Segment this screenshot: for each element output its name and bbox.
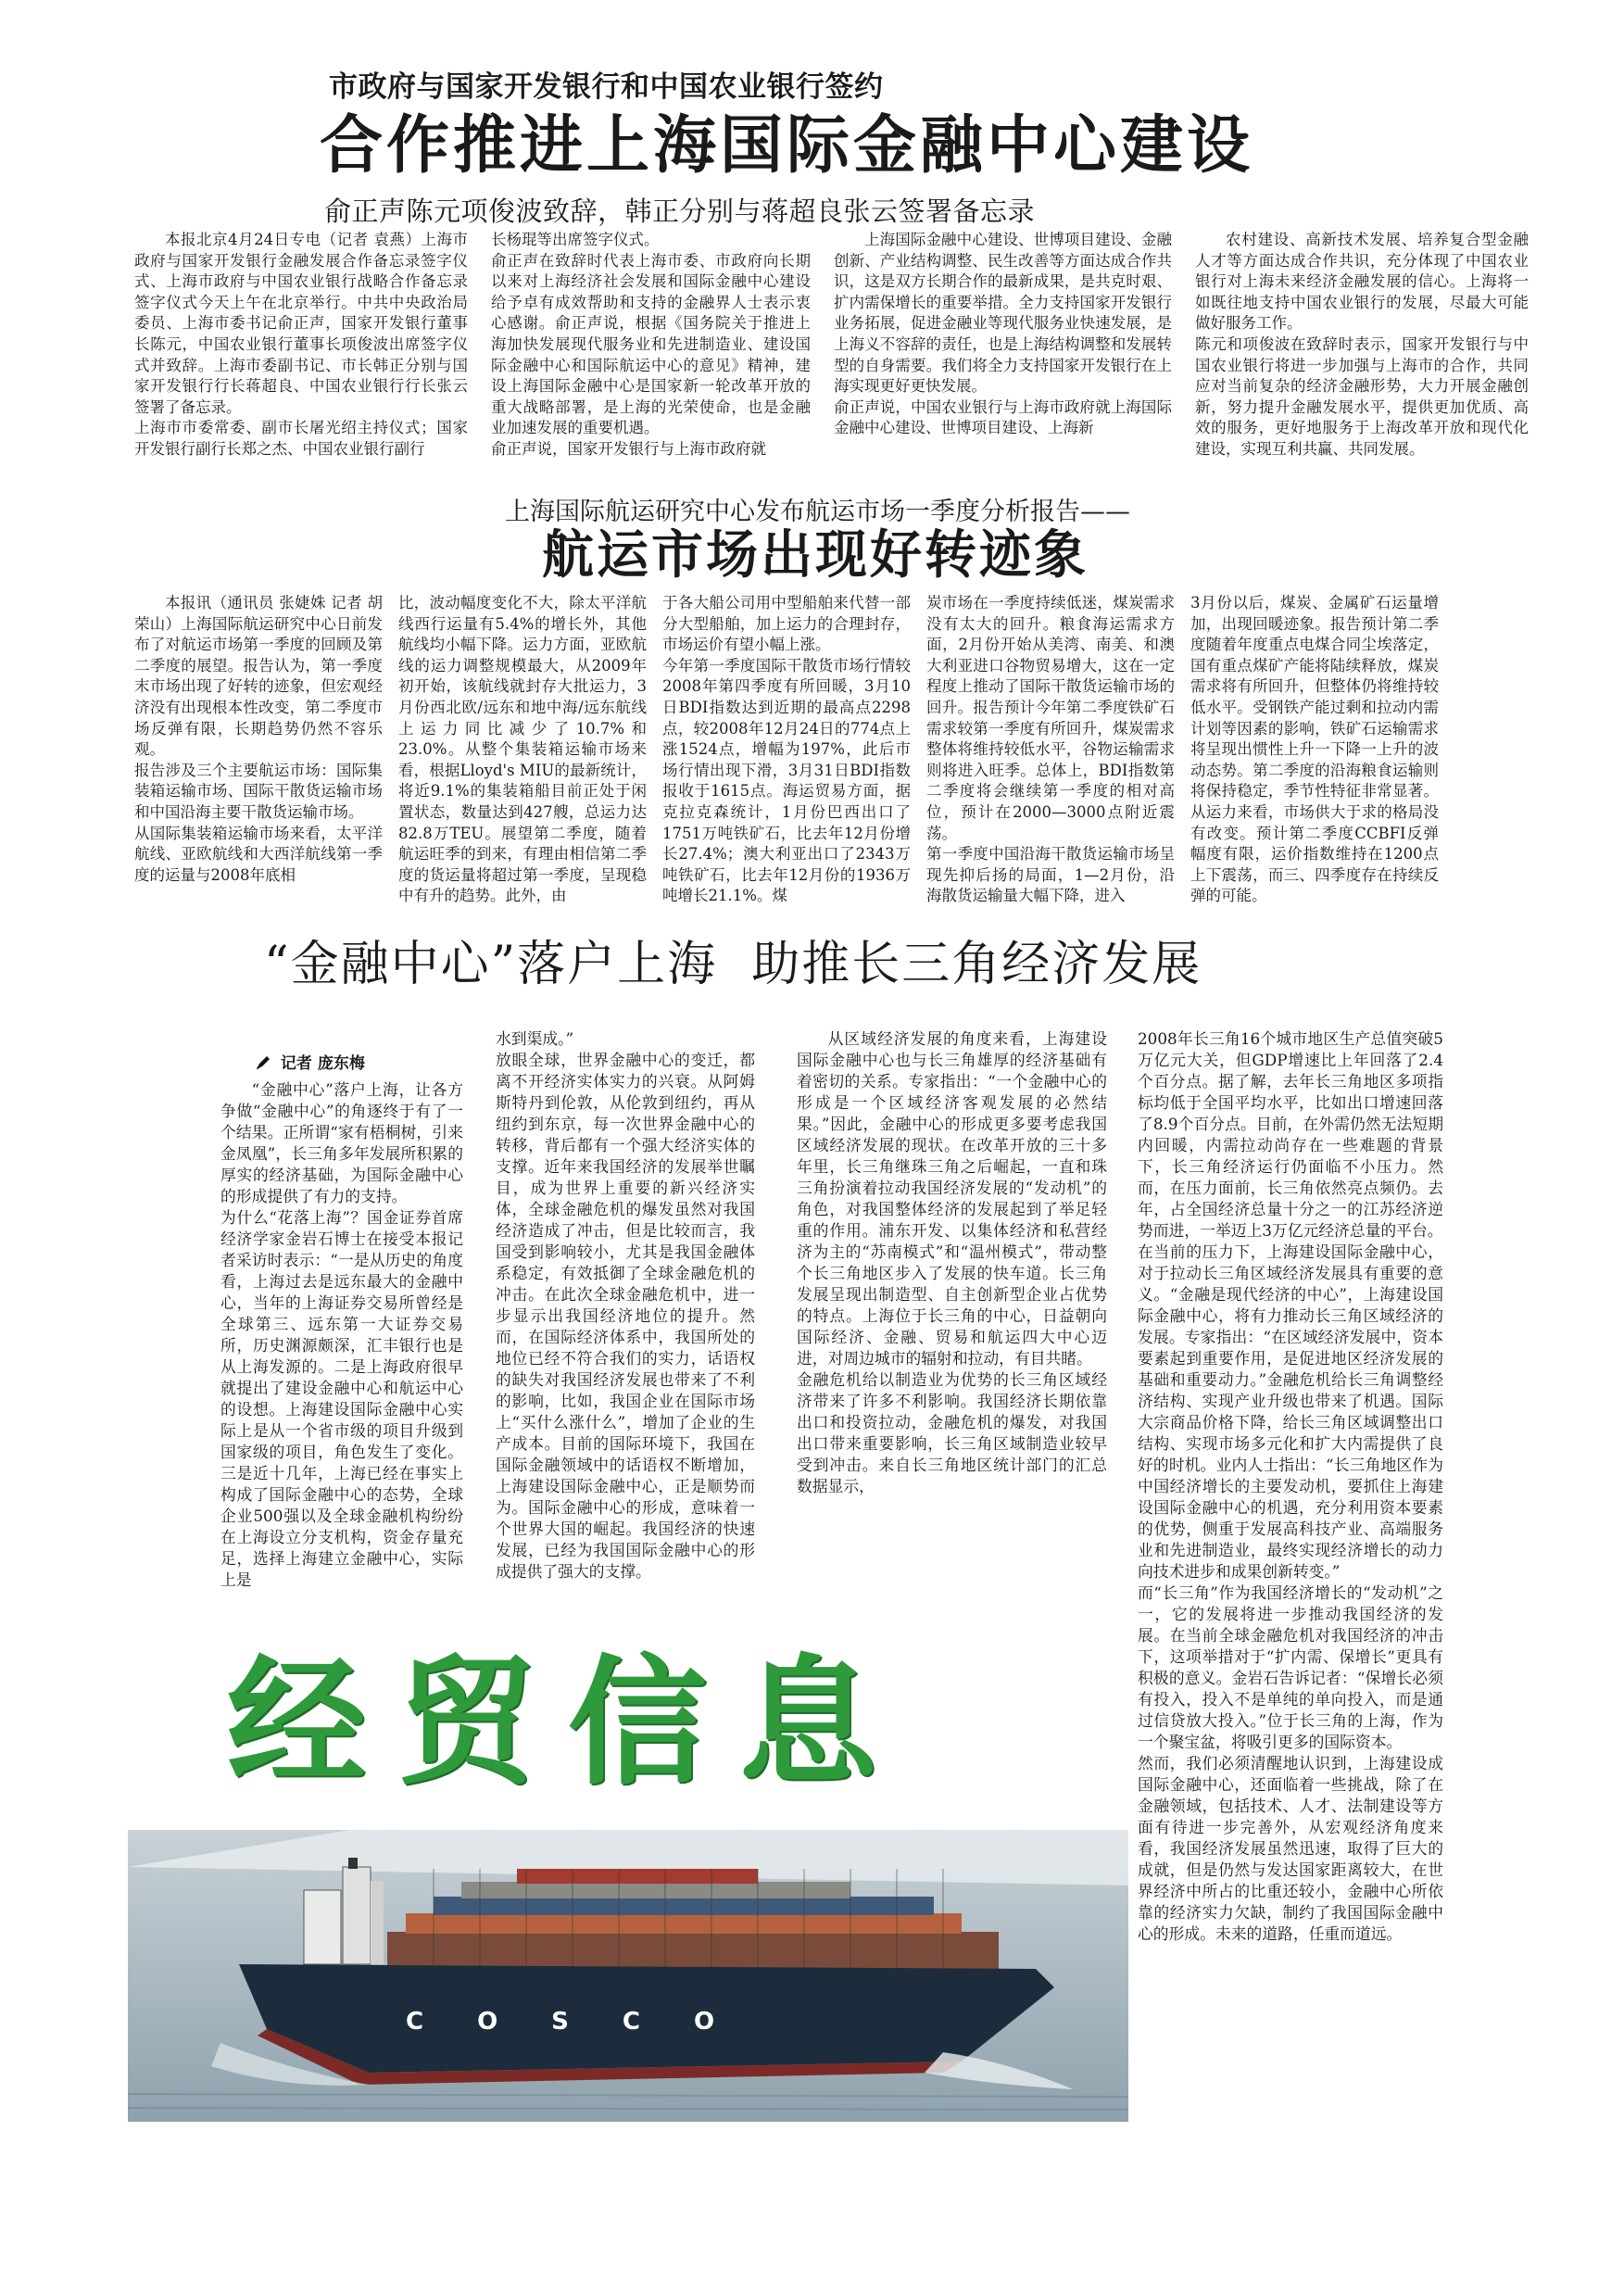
article1-kicker: 市政府与国家开发银行和中国农业银行签约 [329, 70, 884, 104]
container-ship-illustration [128, 1830, 1128, 2122]
article2-col-4 [926, 593, 1175, 904]
article1-col-3-text: 上海国际金融中心建设、世博项目建设、金融创新、产业结构调整、民生改善等方面达成合作共识，这是双方长期合作的最新成果，是共克时艰、扩内需保增长的重要举措。全力支持国家开发银行业务拓展，促进金融业等现代服务业快速发展，是上海义不容辞的责任，也是上海结构调整和发展转型的自身需要。我们将全力支持国家开发银行在上海实现更好更快发展。 俞正声说，中国农业银行与上海市政府就上海国际金融中心建设、世博项目建设、上海新 [834, 231, 1172, 437]
ship-photo [128, 1830, 1128, 2122]
article1-col-1-text: 本报北京4月24日专电（记者 袁燕）上海市政府与国家开发银行金融发展合作备忘录签字仪式、上海市政府与中国农业银行战略合作备忘录签字仪式今天上午在北京举行。中共中央政治局委员、上海市委书记俞正声，国家开发银行董事长陈元，中国农业银行董事长项俊波出席签字仪式并致辞。上海市委副书记、市长韩正分别与国家开发银行行长蒋超良、中国农业银行行长张云签署了备忘录。 上海市市委常委、副市长屠光绍主持仪式；国家开发银行副行长郑之杰、中国农业银行副行 [134, 231, 468, 458]
article3-col-3-text: 从区域经济发展的角度来看，上海建设国际金融中心也与长三角雄厚的经济基础有着密切的关系。专家指出：“一个金融中心的形成是一个区域经济客观发展的必然结果。”因此，金融中心的形成更多要考虑我国区域经济发展的现状。在改革开放的三十多年里，长三角继珠三角之后崛起，一直和珠三角扮演着拉动我国经济发展的“发动机”的角色，对我国整体经济的发展起到了举足轻重的作用。浦东开发、以集体经济和私营经济为主的“苏南模式”和“温州模式”，带动整个长三角地区步入了发展的快车道。长三角发展呈现出制造型、自主创新型企业占优势的特点。上海位于长三角的中心，日益朝向国际经济、金融、贸易和航运四大中心迈进，对周边城市的辐射和拉动，有目共睹。 金融危机给以制造业为优势的长三角区域经济带来了许多不利影响。我国经济长期依靠出口和投资拉动，金融危机的爆发，对我国出口带来重要影响，长三角区域制造业较早受到冲击。来自长三角地区统计部门的汇总数据显示， [797, 1029, 1107, 1495]
article2-kicker: 上海国际航运研究中心发布航运市场一季度分析报告—— [505, 498, 1130, 526]
article2-col-5-text: 3月份以后，煤炭、金属矿石运量增加，出现回暖迹象。报告预计第二季度随着年度重点电煤合同尘埃落定，国有重点煤矿产能将陆续释放，煤炭需求将有所回升，但整体仍将维持较低水平。受钢铁产能过剩和拉动内需计划等因素的影响，铁矿石运输需求将呈现出惯性上升一下降一上升的波动态势。第二季度的沿海粮食运输则将保持稳定，季节性特征非常显著。从运力来看，市场供大于求的格局没有改变。预计第二季度CCBFI反弹幅度有限，运价指数维持在1200点上下震荡，而三、四季度存在持续反弹的可能。 [1190, 594, 1439, 904]
article2-col-1-text: 本报讯（通讯员 张婕姝 记者 胡荣山）上海国际航运研究中心日前发布了对航运市场第一季度的回顾及第二季度的展望。报告认为，第一季度末市场出现了好转的迹象，但宏观经济没有出现根本性改变，第二季度市场反弹有限，长期趋势仍然不容乐观。 报告涉及三个主要航运市场：国际集装箱运输市场、国际干散货运输市场和中国沿海主要干散货运输市场。 从国际集装箱运输市场来看，太平洋航线、亚欧航线和大西洋航线第一季度的运量与2008年底相 [134, 594, 383, 884]
pen-icon [255, 1054, 271, 1071]
article1-col-2-text: 长杨琨等出席签字仪式。 俞正声在致辞时代表上海市委、市政府向长期以来对上海经济社会发展和国际金融中心建设给予卓有成效帮助和支持的金融界人士表示衷心感谢。俞正声说，根据《国务院关于推进上海加快发展现代服务业和先进制造业、建设国际金融中心和国际航运中心的意见》精神，建设上海国际金融中心是国家新一轮改革开放的重大战略部署，是上海的光荣使命，也是金融业加速发展的重要机遇。 俞正声说，国家开发银行与上海市政府就 [491, 231, 811, 458]
article2-headline: 航运市场出现好转迹象 [542, 524, 1089, 586]
article3-col-1-text: “金融中心”落户上海，让各方争做“金融中心”的角逐终于有了一个结果。正所谓“家有梧桐树，引来金凤凰”，长三角多年发展所积累的厚实的经济基础，为国际金融中心的形成提供了有力的支持。 为什么“花落上海”？国金证券首席经济学家金岩石博士在接受本报记者采访时表示：“一是从历史的角度看，上海过去是远东最大的金融中心，当年的上海证券交易所曾经是全球第三、远东第一大证券交易所，历史渊源颇深，汇丰银行也是从上海发源的。二是上海政府很早就提出了建设金融中心和航运中心的设想。上海建设国际金融中心实际上是从一个省市级的项目升级到国家级的项目，角色发生了变化。三是近十几年，上海已经在事实上构成了国际金融中心的态势，全球企业500强以及全球金融机构纷纷在上海设立分支机构，资金存量充足，选择上海建立金融中心，实际上是 [220, 1080, 463, 1589]
article2-col-2 [398, 593, 647, 904]
article3-headline: “金融中心”落户上海 助推长三角经济发展 [264, 937, 1202, 992]
article3-col-2-text: 水到渠成。” 放眼全球，世界金融中心的变迁，都离不开经济实体实力的兴衰。从阿姆斯特丹到伦敦，从伦敦到纽约，再从纽约到东京，每一次世界金融中心的转移，背后都有一个强大经济实体的支撑。近年来我国经济的发展举世瞩目，成为世界上重要的新兴经济实体，全球金融危机的爆发虽然对我国经济造成了冲击，但是比较而言，我国受到影响较小，尤其是我国金融体系稳定，有效抵御了全球金融危机的冲击。在此次全球金融危机中，进一步显示出我国经济地位的提升。然而，在国际经济体系中，我国所处的地位已经不符合我们的实力，话语权的缺失对我国经济发展也带来了不利的影响，比如，我国企业在国际市场上“买什么涨什么”，增加了企业的生产成本。目前的国际环境下，我国在国际金融领域中的话语权不断增加，上海建设国际金融中心，正是顺势而为。国际金融中心的形成，意味着一个世界大国的崛起。我国经济的快速发展，已经为我国国际金融中心的形成提供了强大的支撑。 [496, 1029, 755, 1581]
article2-col-3-text: 于各大船公司用中型船舶来代替一部分大型船舶，加上运力的合理封存，市场运价有望小幅上涨。 今年第一季度国际干散货市场行情较2008年第四季度有所回暖，3月10日BDI指数达到近期的最高点2298点，较2008年12月24日的774点上涨1524点，增幅为197%，此后市场行情出现下滑，3月31日BDI指数报收于1615点。海运贸易方面，据克拉克森统计，1月份巴西出口了1751万吨铁矿石，比去年12月份增长27.4%；澳大利亚出口了2343万吨铁矿石，比去年12月份的1936万吨增长21.1%。煤 [662, 594, 911, 904]
article2-col-2-text: 比，波动幅度变化不大，除太平洋航线西行运量有5.4%的增长外，其他航线均小幅下降。运力方面，亚欧航线的运力调整规模最大，从2009年初开始，该航线就封存大批运力，3月份西北欧/远东和地中海/远东航线上运力同比减少了10.7%和23.0%。从整个集装箱运输市场来看，根据Lloyd's MIU的最新统计，将近9.1%的集装箱船目前正处于闲置状态，数量达到427艘，总运力达82.8万TEU。展望第二季度，随着航运旺季的到来，有理由相信第二季度的货运量将超过第一季度，呈现稳中有升的趋势。此外，由 [398, 594, 647, 904]
article3-col-3 [797, 1028, 1107, 1677]
ship-hull-text: COSCO [406, 2008, 769, 2036]
article3-col-1 [220, 1079, 463, 1682]
article1-subhead: 俞正声陈元项俊波致辞，韩正分别与蒋超良张云签署备忘录 [324, 195, 1036, 227]
banner-title: 经贸信息 [227, 1643, 910, 1804]
article1-col-1 [134, 230, 468, 478]
article3-col-4 [1138, 1028, 1443, 2122]
article3-col-2 [496, 1028, 755, 1668]
article3-byline-text: 记者 庞东梅 [280, 1054, 365, 1073]
article3-byline [255, 1050, 365, 1073]
article1-col-4 [1195, 230, 1529, 478]
article2-col-1 [134, 593, 383, 904]
article1-col-2 [491, 230, 811, 478]
article1-headline: 合作推进上海国际金融中心建设 [320, 109, 1254, 183]
article2-col-5 [1190, 593, 1439, 904]
article2-col-4-text: 炭市场在一季度持续低迷，煤炭需求没有太大的回升。粮食海运需求方面，2月份开始从美湾、南美、和澳大利亚进口谷物贸易增大，这在一定程度上推动了国际干散货运输市场的回升。报告预计今年第二季度铁矿石需求较第一季度有所回升，煤炭需求整体将维持较低水平，谷物运输需求则将进入旺季。总体上，BDI指数第二季度将会继续第一季度的相对高位，预计在2000—3000点附近震荡。 第一季度中国沿海干散货运输市场呈现先抑后扬的局面，1—2月份，沿海散货运输量大幅下降，进入 [926, 594, 1175, 904]
article3-col-4-text: 2008年长三角16个城市地区生产总值突破5万亿元大关，但GDP增速比上年回落了2.4个百分点。据了解，去年长三角地区多项指标均低于全国平均水平，比如出口增速回落了8.9个百分点。目前，在外需仍然无法短期内回暖，内需拉动尚存在一些难题的背景下，长三角经济运行仍面临不小压力。然而，在压力面前，长三角依然亮点频仍。去年，占全国经济总量十分之一的江苏经济逆势而进，一举迈上3万亿元经济总量的平台。 在当前的压力下，上海建设国际金融中心，对于拉动长三角区域经济发展具有重要的意义。“金融是现代经济的中心”，上海建设国际金融中心，将有力推动长三角区域经济的发展。专家指出：“在区域经济发展中，资本要素起到重要作用，是促进地区经济发展的基础和重要动力。”金融危机给长三角调整经济结构、实现产业升级也带来了机遇。国际大宗商品价格下降，给长三角区域调整出口结构、实现市场多元化和扩大内需提供了良好的时机。业内人士指出：“长三角地区作为中国经济增长的主要发动机，要抓住上海建设国际金融中心的机遇，充分利用资本要素的优势，侧重于发展高科技产业、高端服务业和先进制造业，最终实现经济增长的动力向技术进步和成果创新转变。” 而“长三角”作为我国经济增长的“发动机”之一，它的发展将进一步推动我国经济的发展。在当前全球金融危机对我国经济的冲击下，这项举措对于“扩内需、保增长”更具有积极的意义。金岩石告诉记者：“保增长必须有投入，投入不是单纯的单向投入，而是通过信贷放大投入。”位于长三角的上海，作为一个聚宝盆，将吸引更多的国际资本。 然而，我们必须清醒地认识到，上海建设成国际金融中心，还面临着一些挑战，除了在金融领域，包括技术、人才、法制建设等方面有待进一步完善外，从宏观经济角度来看，我国经济发展虽然迅速，取得了巨大的成就，但是仍然与发达国家距离较大，在世界经济中所占的比重还较小，金融中心所依靠的经济实力欠缺，制约了我国国际金融中心的形成。未来的道路，任重而道远。 [1138, 1029, 1443, 1943]
article2-col-3 [662, 593, 911, 904]
article1-col-4-text: 农村建设、高新技术发展、培养复合型金融人才等方面达成合作共识，充分体现了中国农业银行对上海未来经济金融发展的信心。上海将一如既往地支持中国农业银行的发展，尽最大可能做好服务工作。 陈元和项俊波在致辞时表示，国家开发银行与中国农业银行将进一步加强与上海市的合作，共同应对当前复杂的经济金融形势，大力开展金融创新，努力提升金融发展水平，提供更加优质、高效的服务，更好地服务于上海改革开放和现代化建设，实现互利共赢、共同发展。 [1195, 231, 1529, 458]
article1-col-3 [834, 230, 1172, 478]
